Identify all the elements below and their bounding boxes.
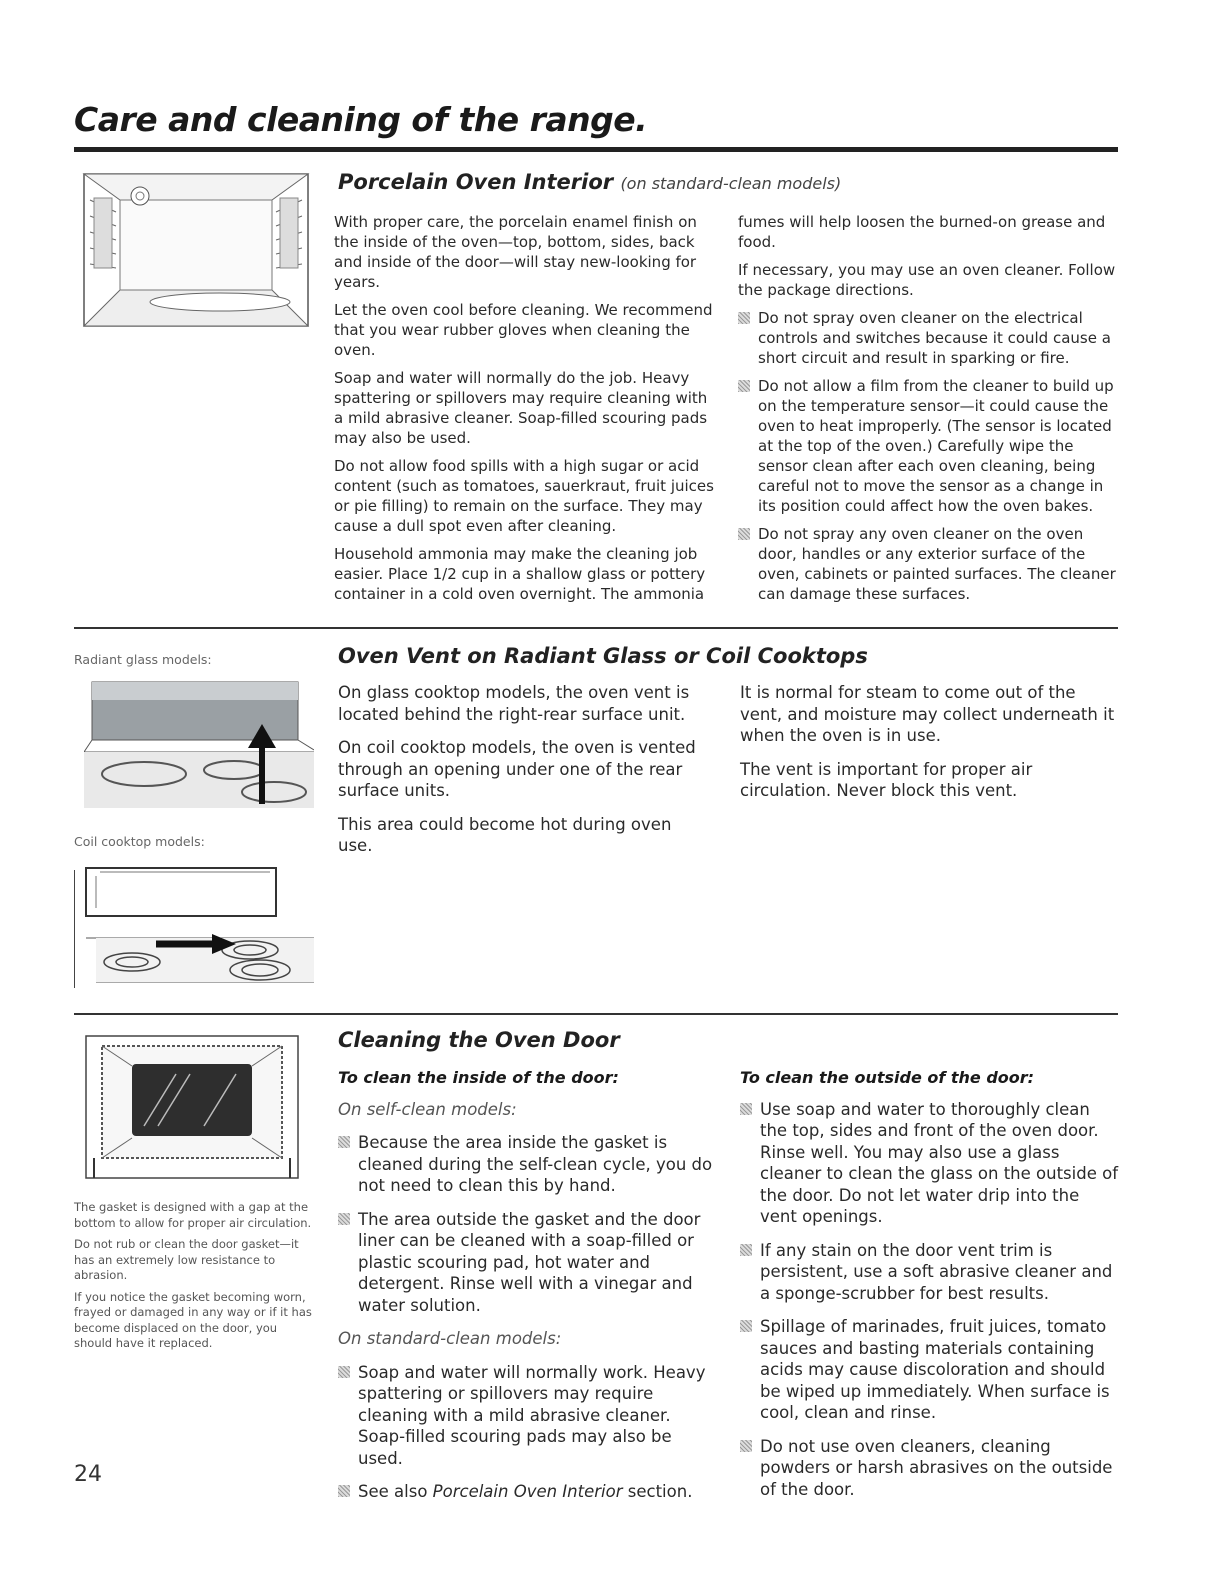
- list-item: [740, 1240, 1118, 1305]
- section-title-porcelain-note: (on standard-clean models): [620, 174, 842, 193]
- outside-door-column: [740, 1067, 1118, 1512]
- paragraph: Do not allow food spills with a high sugar or acid content (such as tomatoes, sauerkraut, fruit juices or pie filling) to remain on the surface. They may cause a dull spot even after cleaning.: [334, 457, 714, 535]
- oven-door-illustration: [84, 1034, 300, 1182]
- paragraph: This area could become hot during oven use.: [338, 814, 672, 855]
- page-title: Care and cleaning of the range.: [74, 100, 648, 139]
- bullet-square-icon: [338, 1366, 350, 1378]
- paragraph: Household ammonia may make the cleaning job easier. Place 1/2 cup in a shallow glass or pottery container in a cold oven overnight. The ammonia: [334, 545, 706, 603]
- section-divider: [74, 627, 1118, 629]
- bullet-square-icon: [338, 1136, 350, 1148]
- bullet-square-icon: [738, 528, 750, 540]
- inside-door-column: [338, 1067, 716, 1515]
- section-title-oven-door: Cleaning the Oven Door: [338, 1028, 620, 1052]
- bullet-square-icon: [738, 380, 750, 392]
- list-item: [738, 308, 1116, 368]
- oven-vent-right-column: [740, 682, 1116, 814]
- paragraph: Let the oven cool before cleaning. We recommend that you wear rubber gloves when cleaning the oven.: [334, 301, 713, 359]
- bullet-square-icon: [740, 1244, 752, 1256]
- bullet-square-icon: [338, 1485, 350, 1497]
- section-divider: [74, 1013, 1118, 1015]
- list-item: [740, 1099, 1118, 1228]
- porcelain-left-column: [334, 212, 714, 612]
- bullet-text: Do not spray any oven cleaner on the oven door, handles or any exterior surface of the oven, cabinets or painted surfaces. The cleaner can damage these surfaces.: [758, 525, 1116, 603]
- list-item: [740, 1316, 1118, 1424]
- section-title-oven-vent: Oven Vent on Radiant Glass or Coil Cooktops: [338, 644, 868, 668]
- outside-door-heading: To clean the outside of the door:: [740, 1068, 1035, 1087]
- note-text: If you notice the gasket becoming worn, frayed or damaged in any way or if it has become displaced on the door, you should have it replaced.: [74, 1289, 312, 1350]
- list-item: [740, 1436, 1118, 1501]
- paragraph: If necessary, you may use an oven cleaner. Follow the package directions.: [738, 261, 1116, 299]
- list-item: [338, 1362, 716, 1470]
- oven-interior-illustration: [80, 170, 312, 330]
- see-also-suffix: section.: [627, 1482, 693, 1501]
- radiant-glass-cooktop-illustration: [84, 672, 314, 808]
- bullet-text: The area outside the gasket and the door liner can be cleaned with a soap-filled or plastic scouring pad, hot water and detergent. Rinse well with a vinegar and water solution.: [358, 1209, 701, 1315]
- paragraph: It is normal for steam to come out of the vent, and moisture may collect underneath it when the oven is in use.: [740, 683, 1115, 745]
- inside-door-heading: To clean the inside of the door:: [338, 1068, 619, 1087]
- coil-cooktop-illustration: [74, 858, 314, 990]
- paragraph: On coil cooktop models, the oven is vented through an opening under one of the rear surface units.: [338, 738, 696, 800]
- caption-radiant-glass: Radiant glass models:: [74, 652, 212, 667]
- bullet-text: Because the area inside the gasket is cleaned during the self-clean cycle, you do not need to clean this by hand.: [358, 1133, 713, 1195]
- note-text: Do not rub or clean the door gasket—it has an extremely low resistance to abrasion.: [74, 1237, 299, 1282]
- bullet-text: Soap and water will normally work. Heavy spattering or spillovers may require cleaning with a mild abrasive cleaner. Soap-filled scouring pads may also be used.: [358, 1362, 706, 1468]
- section-title-porcelain: [338, 170, 841, 194]
- bullet-square-icon: [740, 1103, 752, 1115]
- porcelain-right-column: [738, 212, 1116, 612]
- self-clean-label: On self-clean models:: [338, 1099, 517, 1119]
- list-item: [338, 1209, 716, 1317]
- list-item: [338, 1481, 716, 1503]
- list-item: [338, 1132, 716, 1197]
- oven-vent-left-column: [338, 682, 708, 869]
- paragraph: fumes will help loosen the burned-on grease and food.: [738, 213, 1106, 251]
- list-item: [738, 376, 1116, 516]
- title-rule: [74, 147, 1118, 152]
- list-item: [738, 524, 1116, 604]
- bullet-text: Do not allow a film from the cleaner to build up on the temperature sensor—it could cause the oven to heat improperly. (The sensor is located at the top of the oven.) Carefully wipe the sensor clean after each oven cleaning, being careful not to move the sensor as a change in its position could affect how the oven bakes.: [758, 377, 1114, 515]
- bullet-square-icon: [740, 1320, 752, 1332]
- bullet-text: If any stain on the door vent trim is persistent, use a soft abrasive cleaner and a sponge-scrubber for best results.: [760, 1240, 1113, 1303]
- bullet-square-icon: [738, 312, 750, 324]
- bullet-square-icon: [740, 1440, 752, 1452]
- paragraph: Soap and water will normally do the job. Heavy spattering or spillovers may require cleaning with a mild abrasive cleaner. Soap-filled scouring pads may also be used.: [334, 369, 708, 447]
- bullet-text: Do not use oven cleaners, cleaning powders or harsh abrasives on the outside of the door.: [760, 1436, 1113, 1499]
- bullet-text: Do not spray oven cleaner on the electrical controls and switches because it could cause a short circuit and result in sparking or fire.: [758, 309, 1111, 367]
- bullet-text: Use soap and water to thoroughly clean the top, sides and front of the oven door. Rinse well. You may also use a glass cleaner to clean the glass on the outside of the door. Do not let water drip into the vent openings.: [760, 1099, 1119, 1226]
- bullet-text: Spillage of marinades, fruit juices, tomato sauces and basting materials containing acids may cause discoloration and should be wiped up immediately. When surface is cool, clean and rinse.: [760, 1317, 1110, 1422]
- section-title-porcelain-text: Porcelain Oven Interior: [338, 170, 614, 194]
- paragraph: The vent is important for proper air circulation. Never block this vent.: [740, 759, 1033, 800]
- page-number: 24: [74, 1462, 102, 1487]
- standard-clean-label: On standard-clean models:: [338, 1329, 562, 1348]
- gasket-notes: [74, 1200, 314, 1358]
- paragraph: On glass cooktop models, the oven vent is located behind the right-rear surface unit.: [338, 683, 690, 724]
- see-also-prefix: See also: [358, 1482, 428, 1501]
- caption-coil-cooktop: Coil cooktop models:: [74, 834, 205, 849]
- bullet-square-icon: [338, 1213, 350, 1225]
- paragraph: With proper care, the porcelain enamel finish on the inside of the oven—top, bottom, sides, back and inside of the door—will stay new-looking for years.: [334, 213, 697, 291]
- see-also-reference: Porcelain Oven Interior: [432, 1482, 623, 1501]
- note-text: The gasket is designed with a gap at the bottom to allow for proper air circulation.: [74, 1200, 312, 1230]
